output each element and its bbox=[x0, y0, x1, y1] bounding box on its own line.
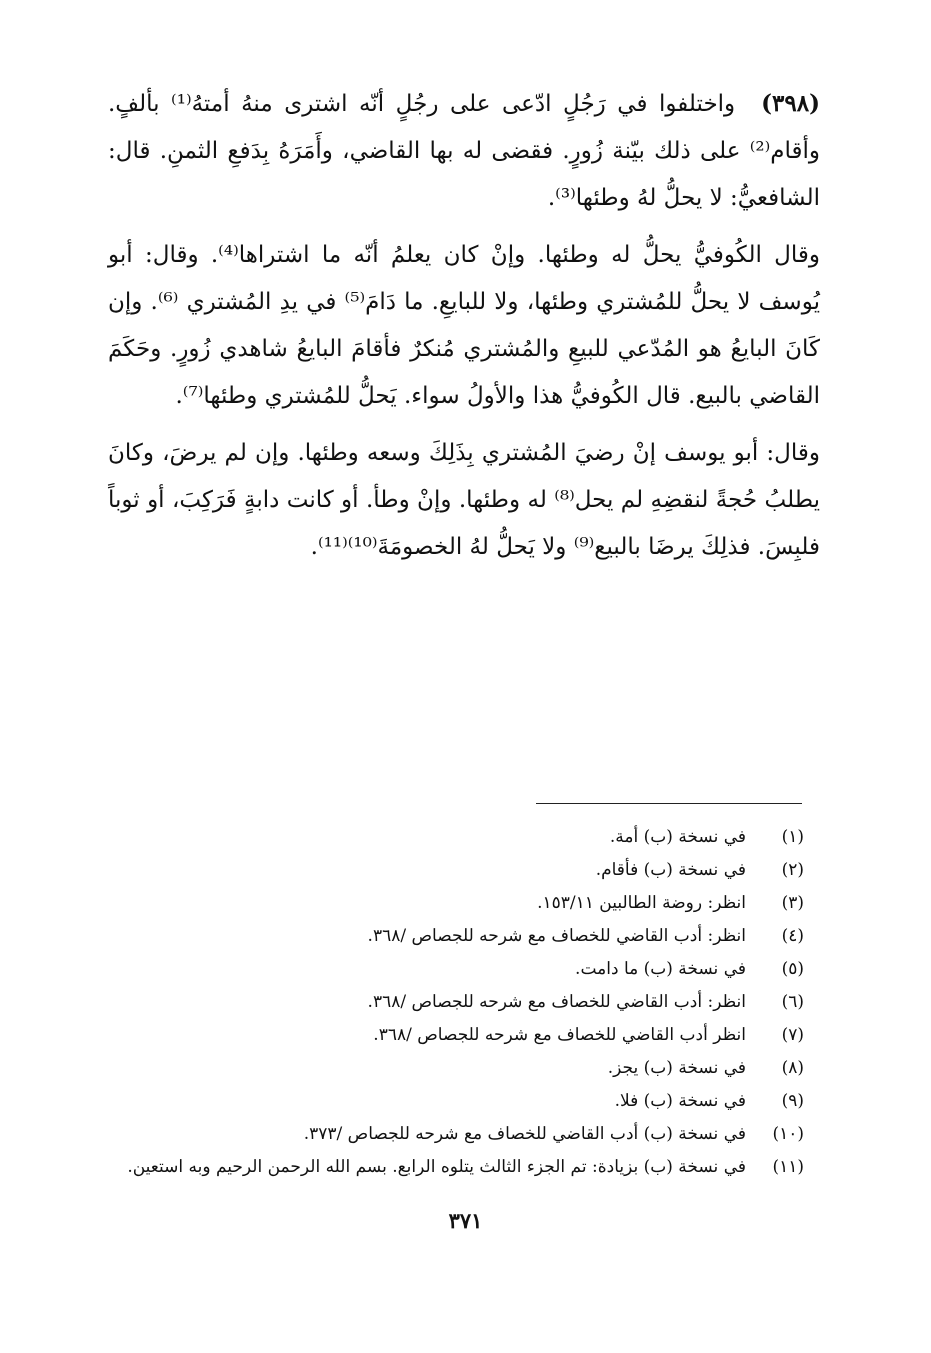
footnote-number: (٤) bbox=[781, 925, 804, 946]
footnote-number: (٧) bbox=[781, 1024, 804, 1045]
footnote-number: (٢) bbox=[781, 859, 804, 880]
footnote-text: انظر: روضة الطالبين ١٥٣/١١. bbox=[537, 892, 746, 913]
paragraph-abu-yusuf bbox=[108, 430, 820, 571]
footnote-number: (٨) bbox=[781, 1057, 804, 1078]
footnote-text: في نسخة (ب) أدب القاضي للخصاف مع شرحه للجصاص /٣٧٣. bbox=[303, 1123, 746, 1144]
footnote-item bbox=[100, 820, 804, 853]
footnote-item bbox=[100, 1117, 804, 1150]
footnote-number: (٥) bbox=[781, 958, 804, 979]
footnotes bbox=[100, 820, 804, 1183]
footnote-number: (١٠) bbox=[772, 1123, 804, 1144]
footnote-number: (٦) bbox=[781, 991, 804, 1012]
footnote-text: في نسخة (ب) بزيادة: تم الجزء الثالث يتلوه الرابع. بسم الله الرحمن الرحيم وبه استعين. bbox=[127, 1156, 746, 1177]
footnote-number: (٩) bbox=[781, 1090, 804, 1111]
paragraph-kufi bbox=[108, 232, 820, 420]
paragraph-number: (٣٩٨) bbox=[761, 90, 820, 117]
footnote-item bbox=[100, 886, 804, 919]
footnote-item bbox=[100, 1084, 804, 1117]
footnote-item bbox=[100, 919, 804, 952]
page-number: ٣٧١ bbox=[448, 1208, 483, 1233]
footnote-item bbox=[100, 985, 804, 1018]
footnote-item bbox=[100, 952, 804, 985]
footnote-number: (٣) bbox=[781, 892, 804, 913]
paragraph-text: وقال الكُوفيُّ يحلُّ له وطئها. وإنْ كان يعلمُ أنّه ما اشتراها⁽⁴⁾. وقال: أبو يُوسف لا يحلُّ للمُشتري وطئها، ولا للبايعِ. ما دَامَ⁽⁵⁾ في يدِ المُشتري ⁽⁶⁾. وإن كَانَ البايعُ هو المُدّعي للبيعِ والمُشتري مُنكرٌ فأقامَ البايعُ شاهدي زُورٍ. وحَكَمَ القاضي بالبيع. قال الكُوفيُّ هذا والأولُ سواء. يَحلُّ للمُشتري وطئها⁽⁷⁾. bbox=[108, 242, 820, 409]
footnote-text: في نسخة (ب) ما دامت. bbox=[575, 958, 746, 979]
footnote-text: في نسخة (ب) فأقام. bbox=[595, 859, 746, 880]
footnote-separator bbox=[536, 803, 802, 804]
footnote-item bbox=[100, 1051, 804, 1084]
main-text bbox=[108, 80, 820, 581]
footnote-item bbox=[100, 1018, 804, 1051]
footnote-text: في نسخة (ب) فلا. bbox=[614, 1090, 746, 1111]
paragraph-398 bbox=[108, 80, 820, 222]
paragraph-text: واختلفوا في رَجُلٍ ادّعى على رجُلٍ أنّه اشترى منهُ أمتهُ⁽¹⁾ بألفٍ. وأقام⁽²⁾ على ذلك بيّنة زُورٍ. فقضى له بها القاضي، وأَمَرَهُ بِدَفعِ الثمنِ. قال: الشافعيُّ: لا يحلُّ لهُ وطئها⁽³⁾. bbox=[108, 91, 820, 211]
footnote-number: (١١) bbox=[772, 1156, 804, 1177]
footnote-number: (١) bbox=[781, 826, 804, 847]
footnote-text: انظر: أدب القاضي للخصاف مع شرحه للجصاص /٣٦٨. bbox=[367, 991, 746, 1012]
paragraph-text: وقال: أبو يوسف إنْ رضيَ المُشتري بِذَلِكَ وسعه وطئها. وإن لم يرضَ، وكانَ يطلبُ حُجةً لنقضِهِ لم يحل⁽⁸⁾ له وطئها. وإنْ وطأ. أو كانت دابةٍ فَرَكِبَ، أو ثوباً فلبِسَ. فذلِكَ يرضَا بالبيع⁽⁹⁾ ولا يَحلُّ لهُ الخصومَةَ⁽¹⁰⁾⁽¹¹⁾. bbox=[108, 440, 820, 560]
footnote-text: في نسخة (ب) أمة. bbox=[609, 826, 746, 847]
footnote-item bbox=[100, 1150, 804, 1183]
footnote-item bbox=[100, 853, 804, 886]
footnote-text: انظر أدب القاضي للخصاف مع شرحه للجصاص /٣٦٨. bbox=[373, 1024, 746, 1045]
footnote-text: انظر: أدب القاضي للخصاف مع شرحه للجصاص /٣٦٨. bbox=[367, 925, 746, 946]
footnote-text: في نسخة (ب) يجز. bbox=[607, 1057, 746, 1078]
